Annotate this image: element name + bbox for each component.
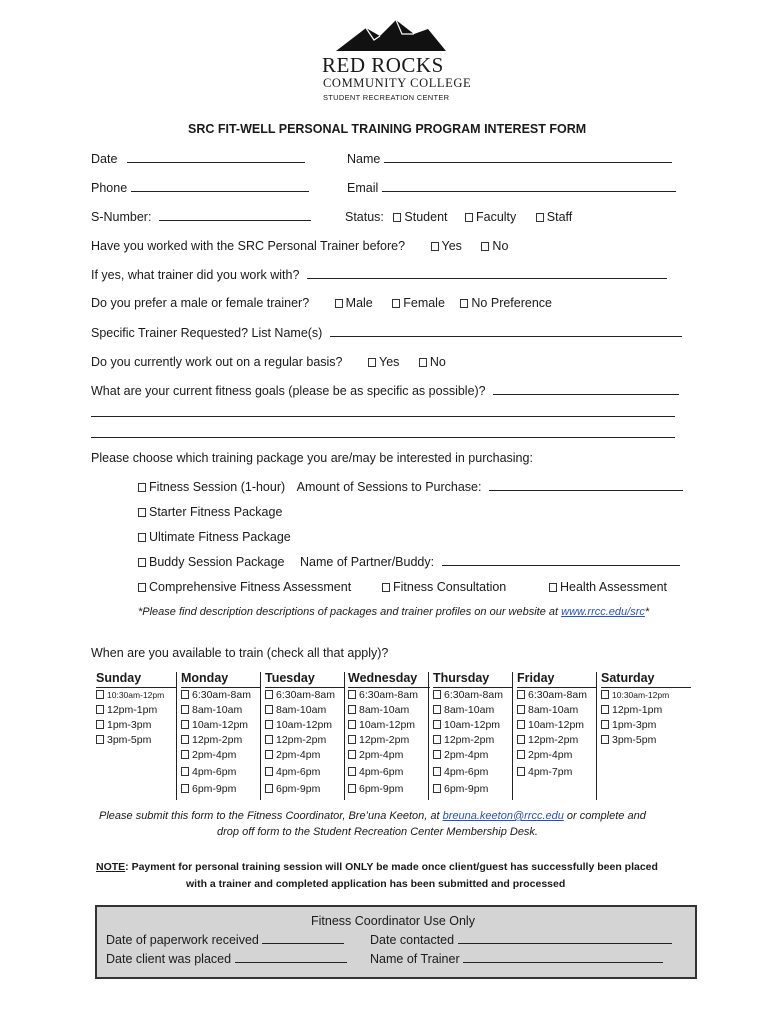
- time-slot-checkbox[interactable]: 4pm-7pm: [517, 765, 597, 782]
- note-label: NOTE: [96, 861, 126, 873]
- package-question: Please choose which training package you are/may be interested in purchasing:: [91, 451, 533, 465]
- time-slot-checkbox[interactable]: 6:30am-8am: [348, 688, 430, 703]
- checkbox-icon: [96, 720, 104, 729]
- status-staff-checkbox[interactable]: Staff: [536, 210, 572, 224]
- checkbox-icon: [433, 750, 441, 759]
- coordinator-box-title: Fitness Coordinator Use Only: [311, 914, 475, 928]
- checkbox-icon: [433, 767, 441, 776]
- worked-before-yes-checkbox[interactable]: Yes: [431, 239, 462, 253]
- prefer-female-checkbox[interactable]: Female: [392, 296, 445, 310]
- time-slot-checkbox[interactable]: 12pm-2pm: [433, 733, 513, 748]
- checkbox-icon: [517, 735, 525, 744]
- checkbox-icon: [549, 583, 557, 592]
- schedule-column-divider: [260, 672, 261, 800]
- coordinator-email-link[interactable]: breuna.keeton@rrcc.edu: [442, 810, 564, 822]
- time-slot-checkbox[interactable]: 6pm-9pm: [348, 782, 430, 799]
- checkbox-icon: [433, 690, 441, 699]
- time-slot-checkbox[interactable]: 2pm-4pm: [348, 748, 430, 765]
- date-contacted-field[interactable]: Date contacted: [370, 933, 672, 947]
- date-contacted-blank[interactable]: [458, 933, 672, 944]
- date-blank[interactable]: [127, 152, 305, 163]
- client-placed-field[interactable]: Date client was placed: [106, 952, 347, 966]
- checkbox-icon: [433, 720, 441, 729]
- checkbox-icon: [392, 299, 400, 308]
- time-slot-checkbox[interactable]: 12pm-2pm: [517, 733, 597, 748]
- time-slot-checkbox[interactable]: 4pm-6pm: [181, 765, 261, 782]
- logo-subtitle: COMMUNITY COLLEGE: [323, 76, 472, 90]
- logo-tagline: STUDENT RECREATION CENTER: [323, 93, 450, 102]
- checkbox-icon: [181, 735, 189, 744]
- time-slot-checkbox[interactable]: 8am-10am: [433, 703, 513, 718]
- availability-question: When are you available to train (check all that apply)?: [91, 646, 389, 660]
- time-slot-checkbox[interactable]: 10am-12pm: [265, 718, 345, 733]
- schedule-column-divider: [176, 672, 177, 800]
- checkbox-icon: [368, 358, 376, 367]
- specific-trainer-field[interactable]: Specific Trainer Requested? List Name(s): [91, 326, 682, 340]
- checkbox-icon: [265, 767, 273, 776]
- time-slot-checkbox[interactable]: 8am-10am: [348, 703, 430, 718]
- phone-label: Phone: [91, 181, 128, 195]
- schedule-day-header: Saturday: [601, 671, 691, 688]
- status-group: [345, 210, 572, 224]
- checkbox-icon: [335, 299, 343, 308]
- time-slot-checkbox[interactable]: 3pm-5pm: [96, 733, 176, 748]
- name-label: Name: [347, 152, 381, 166]
- schedule-day-header: Thursday: [433, 671, 513, 688]
- partner-name-blank[interactable]: [442, 555, 680, 566]
- prefer-male-checkbox[interactable]: Male: [335, 296, 373, 310]
- work-out-yes-checkbox[interactable]: Yes: [368, 355, 399, 369]
- checkbox-icon: [348, 750, 356, 759]
- schedule-column-divider: [596, 672, 597, 800]
- submit-instructions-line2: drop off form to the Student Recreation Center Membership Desk.: [217, 826, 538, 838]
- schedule-column-wednesday: [348, 671, 430, 799]
- date-label: Date: [91, 152, 118, 166]
- time-slot-checkbox[interactable]: 12pm-1pm: [601, 703, 691, 718]
- time-slot-checkbox[interactable]: 10:30am-12pm: [601, 688, 691, 703]
- ultimate-package-checkbox[interactable]: Ultimate Fitness Package: [138, 530, 291, 544]
- time-slot-checkbox[interactable]: 2pm-4pm: [517, 748, 597, 765]
- checkbox-icon: [348, 705, 356, 714]
- checkbox-icon: [382, 583, 390, 592]
- paperwork-received-field[interactable]: Date of paperwork received: [106, 933, 344, 947]
- checkbox-icon: [433, 705, 441, 714]
- time-slot-checkbox[interactable]: 10am-12pm: [517, 718, 597, 733]
- time-slot-checkbox[interactable]: 6:30am-8am: [517, 688, 597, 703]
- payment-note-line1: NOTE: Payment for personal training session will ONLY be made once client/guest has successfully been placed: [96, 861, 658, 873]
- schedule-column-sunday: [96, 671, 176, 748]
- fitness-goals-blank-3[interactable]: [91, 437, 675, 438]
- fitness-goals-blank-1[interactable]: [493, 384, 679, 395]
- snumber-label: S-Number:: [91, 210, 152, 224]
- time-slot-checkbox[interactable]: 12pm-2pm: [265, 733, 345, 748]
- gender-preference-question: Do you prefer a male or female trainer? Male Female No Preference: [91, 296, 553, 310]
- checkbox-icon: [517, 705, 525, 714]
- checkbox-icon: [348, 784, 356, 793]
- package-buddy-session: Buddy Session Package Name of Partner/Buddy:: [138, 555, 680, 569]
- fitness-goals-blank-2[interactable]: [91, 416, 675, 417]
- work-out-no-checkbox[interactable]: No: [419, 355, 446, 369]
- time-slot-checkbox[interactable]: 8am-10am: [181, 703, 261, 718]
- checkbox-icon: [419, 358, 427, 367]
- time-slot-checkbox[interactable]: 3pm-5pm: [601, 733, 691, 748]
- name-blank[interactable]: [384, 152, 672, 163]
- schedule-column-friday: [517, 671, 597, 782]
- time-slot-checkbox[interactable]: 8am-10am: [517, 703, 597, 718]
- trainer-name-field[interactable]: Name of Trainer: [370, 952, 663, 966]
- checkbox-icon: [348, 720, 356, 729]
- submit-instructions-line1: Please submit this form to the Fitness Coordinator, Bre’una Keeton, at breuna.keeton@rrcc.edu or complete and: [99, 810, 646, 822]
- checkbox-icon: [433, 735, 441, 744]
- snumber-field[interactable]: [91, 210, 311, 224]
- schedule-day-header: Tuesday: [265, 671, 345, 688]
- worked-before-no-checkbox[interactable]: No: [481, 239, 508, 253]
- website-note: *Please find description descriptions of packages and trainer profiles on our website at www.rrcc.edu/src*: [138, 606, 650, 618]
- time-slot-checkbox[interactable]: 6pm-9pm: [265, 782, 345, 799]
- package-fitness-session: Fitness Session (1-hour) Amount of Sessions to Purchase:: [138, 480, 683, 494]
- schedule-day-header: Friday: [517, 671, 597, 688]
- name-field[interactable]: [347, 152, 672, 166]
- checkbox-icon: [181, 705, 189, 714]
- status-student-checkbox[interactable]: Student: [393, 210, 447, 224]
- checkbox-icon: [601, 705, 609, 714]
- checkbox-icon: [96, 735, 104, 744]
- checkbox-icon: [601, 720, 609, 729]
- phone-field[interactable]: [91, 181, 309, 195]
- logo-name: RED ROCKS: [322, 53, 444, 77]
- schedule-day-header: Sunday: [96, 671, 176, 688]
- buddy-package-checkbox[interactable]: Buddy Session Package: [138, 555, 285, 569]
- checkbox-icon: [265, 720, 273, 729]
- client-placed-blank[interactable]: [235, 952, 347, 963]
- time-slot-checkbox[interactable]: 6pm-9pm: [433, 782, 513, 799]
- email-label: Email: [347, 181, 379, 195]
- schedule-day-header: Wednesday: [348, 671, 430, 688]
- checkbox-icon: [96, 705, 104, 714]
- work-out-question: Do you currently work out on a regular basis? Yes No: [91, 355, 446, 369]
- schedule-column-divider: [428, 672, 429, 800]
- time-slot-checkbox[interactable]: 2pm-4pm: [433, 748, 513, 765]
- time-slot-checkbox[interactable]: 6:30am-8am: [181, 688, 261, 703]
- checkbox-icon: [265, 784, 273, 793]
- checkbox-icon: [138, 508, 146, 517]
- time-slot-checkbox[interactable]: 1pm-3pm: [96, 718, 176, 733]
- time-slot-checkbox[interactable]: 8am-10am: [265, 703, 345, 718]
- which-trainer-blank[interactable]: [307, 268, 667, 279]
- checkbox-icon: [433, 784, 441, 793]
- checkbox-icon: [181, 720, 189, 729]
- checkbox-icon: [393, 213, 401, 222]
- checkbox-icon: [517, 750, 525, 759]
- specific-trainer-blank[interactable]: [330, 326, 682, 337]
- time-slot-checkbox[interactable]: 10:30am-12pm: [96, 688, 176, 703]
- schedule-column-thursday: [433, 671, 513, 799]
- status-label: Status:: [345, 210, 384, 224]
- checkbox-icon: [138, 583, 146, 592]
- time-slot-checkbox[interactable]: 10am-12pm: [433, 718, 513, 733]
- snumber-blank[interactable]: [159, 210, 311, 221]
- time-slot-checkbox[interactable]: 4pm-6pm: [348, 765, 430, 782]
- checkbox-icon: [348, 735, 356, 744]
- checkbox-icon: [181, 784, 189, 793]
- schedule-day-header: Monday: [181, 671, 261, 688]
- time-slot-checkbox[interactable]: 4pm-6pm: [433, 765, 513, 782]
- time-slot-checkbox[interactable]: 12pm-2pm: [181, 733, 261, 748]
- checkbox-icon: [460, 299, 468, 308]
- checkbox-icon: [348, 767, 356, 776]
- checkbox-icon: [181, 750, 189, 759]
- checkbox-icon: [517, 767, 525, 776]
- checkbox-icon: [181, 767, 189, 776]
- sessions-amount-blank[interactable]: [489, 480, 683, 491]
- time-slot-checkbox[interactable]: 4pm-6pm: [265, 765, 345, 782]
- fitness-consultation-checkbox[interactable]: Fitness Consultation: [382, 580, 506, 594]
- schedule-column-saturday: [601, 671, 691, 748]
- checkbox-icon: [348, 690, 356, 699]
- checkbox-icon: [536, 213, 544, 222]
- mountain-logo-icon: [336, 20, 446, 52]
- checkbox-icon: [138, 483, 146, 492]
- schedule-column-monday: [181, 671, 261, 799]
- schedule-column-divider: [512, 672, 513, 800]
- checkbox-icon: [265, 750, 273, 759]
- checkbox-icon: [265, 705, 273, 714]
- checkbox-icon: [265, 690, 273, 699]
- checkbox-icon: [265, 735, 273, 744]
- time-slot-checkbox[interactable]: 2pm-4pm: [265, 748, 345, 765]
- status-faculty-checkbox[interactable]: Faculty: [465, 210, 516, 224]
- comprehensive-assessment-checkbox[interactable]: Comprehensive Fitness Assessment: [138, 580, 351, 594]
- schedule-column-tuesday: [265, 671, 345, 799]
- email-blank[interactable]: [382, 181, 676, 192]
- time-slot-checkbox[interactable]: 12pm-2pm: [348, 733, 430, 748]
- trainer-name-blank[interactable]: [463, 952, 663, 963]
- fitness-goals-field[interactable]: What are your current fitness goals (please be as specific as possible)?: [91, 384, 679, 398]
- payment-note-line2: with a trainer and completed application has been submitted and processed: [186, 878, 566, 890]
- checkbox-icon: [431, 242, 439, 251]
- date-field[interactable]: [91, 152, 305, 166]
- no-preference-checkbox[interactable]: No Preference: [460, 296, 552, 310]
- time-slot-checkbox[interactable]: 10am-12pm: [181, 718, 261, 733]
- email-field[interactable]: [347, 181, 676, 195]
- time-slot-checkbox[interactable]: 12pm-1pm: [96, 703, 176, 718]
- health-assessment-checkbox[interactable]: Health Assessment: [549, 580, 667, 594]
- time-slot-checkbox[interactable]: 6:30am-8am: [265, 688, 345, 703]
- time-slot-checkbox[interactable]: 1pm-3pm: [601, 718, 691, 733]
- coordinator-use-only-box: [95, 905, 697, 979]
- time-slot-checkbox[interactable]: 6pm-9pm: [181, 782, 261, 799]
- paperwork-received-blank[interactable]: [262, 933, 344, 944]
- form-title: SRC FIT-WELL PERSONAL TRAINING PROGRAM INTEREST FORM: [188, 122, 587, 136]
- checkbox-icon: [138, 558, 146, 567]
- checkbox-icon: [601, 735, 609, 744]
- checkbox-icon: [601, 690, 609, 699]
- time-slot-checkbox[interactable]: 2pm-4pm: [181, 748, 261, 765]
- checkbox-icon: [517, 690, 525, 699]
- checkbox-icon: [481, 242, 489, 251]
- college-logo: [322, 20, 472, 102]
- checkbox-icon: [517, 720, 525, 729]
- fitness-session-checkbox[interactable]: Fitness Session (1-hour): [138, 480, 285, 494]
- website-link[interactable]: www.rrcc.edu/src: [561, 606, 645, 618]
- starter-package-checkbox[interactable]: Starter Fitness Package: [138, 505, 282, 519]
- which-trainer-field[interactable]: If yes, what trainer did you work with?: [91, 268, 667, 282]
- worked-before-question: Have you worked with the SRC Personal Trainer before? Yes No: [91, 239, 509, 253]
- checkbox-icon: [96, 690, 104, 699]
- schedule-column-divider: [344, 672, 345, 800]
- checkbox-icon: [465, 213, 473, 222]
- phone-blank[interactable]: [131, 181, 309, 192]
- time-slot-checkbox[interactable]: 10am-12pm: [348, 718, 430, 733]
- checkbox-icon: [138, 533, 146, 542]
- checkbox-icon: [181, 690, 189, 699]
- time-slot-checkbox[interactable]: 6:30am-8am: [433, 688, 513, 703]
